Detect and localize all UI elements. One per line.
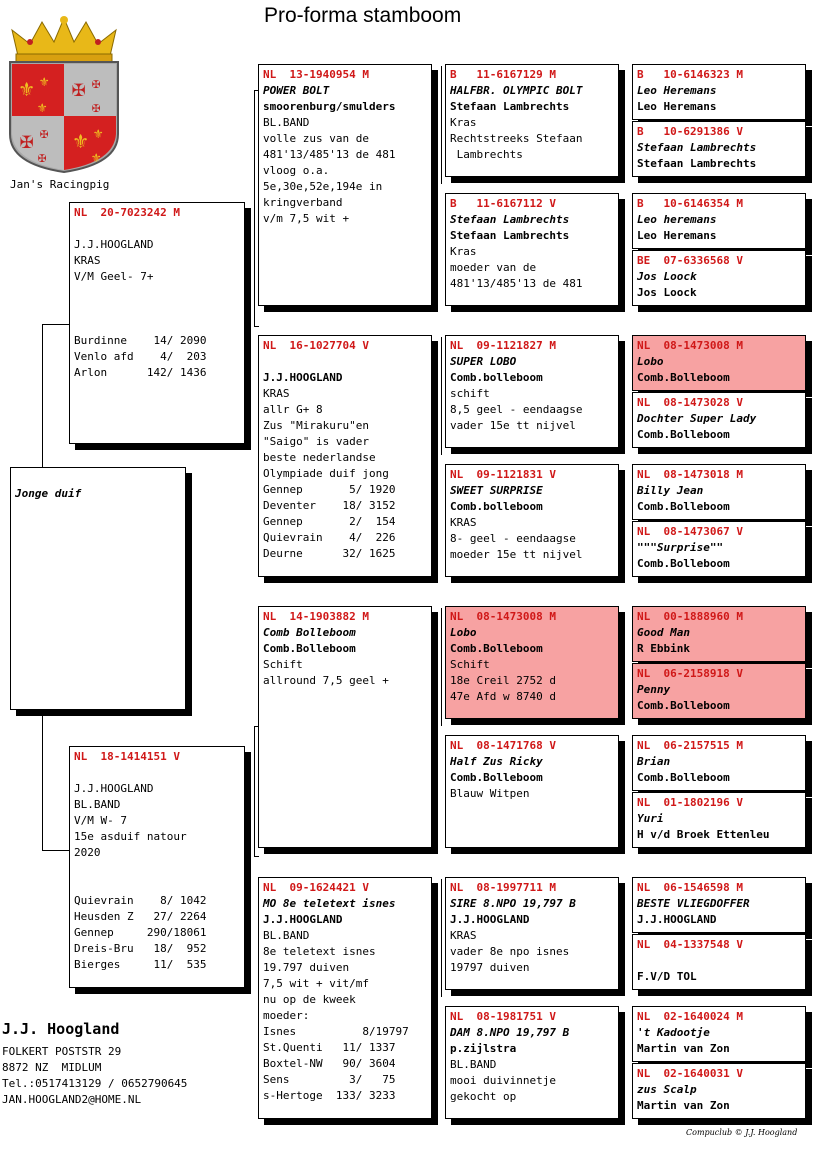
pigeon-name: Comb Bolleboom — [263, 626, 356, 639]
father-info-line: Venlo afd 4/ 203 — [74, 350, 207, 363]
info-line: 481'13/485'13 de 481 — [263, 148, 396, 161]
great-grandparent-box[interactable] — [632, 464, 806, 520]
info-line: allr G+ 8 — [263, 403, 323, 416]
breeder-name: Jos Loock — [637, 286, 697, 299]
page-title: Pro-forma stamboom — [264, 4, 462, 27]
father-ring: NL 20-7023242 M — [74, 206, 180, 219]
svg-text:⚜: ⚜ — [20, 77, 34, 102]
pigeon-name: HALFBR. OLYMPIC BOLT — [450, 84, 583, 97]
breeder-name: R Ebbink — [637, 642, 690, 655]
info-line: Deurne 32/ 1625 — [263, 547, 396, 560]
ring-number: B 10-6146323 M — [637, 68, 743, 81]
ring-number: NL 02-1640024 M — [637, 1010, 743, 1023]
svg-text:⚜: ⚜ — [38, 100, 47, 116]
mother-info-line: Quievrain 8/ 1042 — [74, 894, 207, 907]
grandparent-pigeon-box[interactable] — [445, 464, 619, 577]
info-line: Olympiade duif jong — [263, 467, 389, 480]
svg-text:⚜: ⚜ — [40, 74, 49, 90]
pigeon-name: BESTE VLIEGDOFFER — [637, 897, 750, 910]
pigeon-name: Lobo — [637, 355, 664, 368]
info-line: KRAS — [450, 929, 477, 942]
grandparent-pigeon-box[interactable] — [445, 193, 619, 306]
breeder-name: Comb.Bolleboom — [450, 771, 543, 784]
pigeon-name: 't Kadootje — [637, 1026, 710, 1039]
ring-number: NL 08-1473067 V — [637, 525, 743, 538]
ring-number: B 11-6167129 M — [450, 68, 556, 81]
info-line: Lambrechts — [450, 148, 523, 161]
info-line: 8e teletext isnes — [263, 945, 376, 958]
breeder-name: Stefaan Lambrechts — [450, 100, 570, 113]
logo-caption: Jan's Racingpig — [10, 178, 110, 191]
breeder-name: Comb.bolleboom — [450, 500, 543, 513]
svg-text:✠: ✠ — [72, 77, 86, 102]
ring-number: NL 16-1027704 V — [263, 339, 369, 352]
info-line: nu op de kweek — [263, 993, 356, 1006]
grandparent-pigeon-box[interactable] — [445, 735, 619, 848]
crest-logo — [8, 14, 120, 178]
info-line: 18e Creil 2752 d — [450, 674, 556, 687]
parent-pigeon-box[interactable] — [258, 606, 432, 848]
parent-pigeon-box[interactable] — [258, 335, 432, 577]
pigeon-name: Leo heremans — [637, 213, 717, 226]
svg-text:✠: ✠ — [40, 126, 49, 142]
info-line: Quievrain 4/ 226 — [263, 531, 396, 544]
father-info-line: Burdinne 14/ 2090 — [74, 334, 207, 347]
info-line: "Saigo" is vader — [263, 435, 369, 448]
ring-number: NL 08-1981751 V — [450, 1010, 556, 1023]
breeder-name: p.zijlstra — [450, 1042, 517, 1055]
pigeon-name: Jos Loock — [637, 270, 697, 283]
info-line: Blauw Witpen — [450, 787, 530, 800]
mother-info-line: J.J.HOOGLAND — [74, 782, 154, 795]
pigeon-name: Dochter Super Lady — [637, 412, 757, 425]
ring-number: NL 06-2157515 M — [637, 739, 743, 752]
pigeon-name: Stefaan Lambrechts — [637, 141, 757, 154]
pigeon-name: Half Zus Ricky — [450, 755, 543, 768]
info-line: beste nederlandse — [263, 451, 376, 464]
info-line: Schift — [450, 658, 490, 671]
breeder-name: Stefaan Lambrechts — [450, 229, 570, 242]
info-line: Boxtel-NW 90/ 3604 — [263, 1057, 396, 1070]
owner-address-line: JAN.HOOGLAND2@HOME.NL — [2, 1093, 142, 1106]
father-info-line: V/M Geel- 7+ — [74, 270, 154, 283]
info-line: v/m 7,5 wit + — [263, 212, 350, 225]
pigeon-name: Brian — [637, 755, 671, 768]
owner-name: J.J. Hoogland — [2, 1020, 120, 1038]
great-grandparent-box[interactable] — [632, 606, 806, 662]
ring-number: B 11-6167112 V — [450, 197, 556, 210]
info-line: moeder: — [263, 1009, 310, 1022]
ring-number: NL 08-1471768 V — [450, 739, 556, 752]
subject-box[interactable] — [10, 467, 186, 710]
great-grandparent-box[interactable] — [632, 663, 806, 719]
pigeon-name: SIRE 8.NPO 19,797 B — [450, 897, 576, 910]
info-line: Rechtstreeks Stefaan — [450, 132, 583, 145]
ring-number: NL 09-1624421 V — [263, 881, 369, 894]
info-line: mooi duivinnetje — [450, 1074, 556, 1087]
father-info-line: J.J.HOOGLAND — [74, 238, 154, 251]
ring-number: NL 13-1940954 M — [263, 68, 369, 81]
breeder-name: smoorenburg/smulders — [263, 100, 396, 113]
svg-text:✠: ✠ — [38, 150, 47, 166]
info-line: gekocht op — [450, 1090, 517, 1103]
info-line: moeder van de — [450, 261, 537, 274]
pigeon-name: Penny — [637, 683, 671, 696]
info-line: Sens 3/ 75 — [263, 1073, 396, 1086]
ring-number: NL 02-1640031 V — [637, 1067, 743, 1080]
ring-number: NL 14-1903882 M — [263, 610, 369, 623]
ring-number: NL 00-1888960 M — [637, 610, 743, 623]
grandparent-pigeon-box[interactable] — [445, 1006, 619, 1119]
breeder-name: J.J.HOOGLAND — [263, 371, 343, 384]
father-info-line — [74, 301, 240, 317]
ring-number: NL 09-1121827 M — [450, 339, 556, 352]
grandparent-pigeon-box[interactable] — [445, 335, 619, 448]
ring-number: NL 08-1473018 M — [637, 468, 743, 481]
info-line: BL.BAND — [263, 929, 310, 942]
pigeon-name: SUPER LOBO — [450, 355, 517, 368]
mother-info-line: Bierges 11/ 535 — [74, 958, 207, 971]
mother-info-line: 15e asduif natour — [74, 830, 187, 843]
ring-number: BE 07-6336568 V — [637, 254, 743, 267]
ring-number: NL 01-1802196 V — [637, 796, 743, 809]
father-info-line: Arlon 142/ 1436 — [74, 366, 207, 379]
breeder-name: Comb.Bolleboom — [637, 371, 730, 384]
great-grandparent-box[interactable] — [632, 392, 806, 448]
info-line: schift — [450, 387, 490, 400]
svg-text:⚜: ⚜ — [74, 129, 88, 154]
breeder-name: Comb.Bolleboom — [263, 642, 356, 655]
svg-text:⚜: ⚜ — [94, 126, 103, 142]
pigeon-name — [263, 354, 427, 370]
info-line: vloog o.a. — [263, 164, 330, 177]
pigeon-name: Leo Heremans — [637, 84, 717, 97]
breeder-name: Comb.Bolleboom — [637, 699, 730, 712]
info-line: St.Quenti 11/ 1337 — [263, 1041, 396, 1054]
info-line: 47e Afd w 8740 d — [450, 690, 556, 703]
breeder-name: Stefaan Lambrechts — [637, 157, 757, 170]
great-grandparent-box[interactable] — [632, 521, 806, 577]
mother-info-line: V/M W- 7 — [74, 814, 127, 827]
info-line: 19797 duiven — [450, 961, 530, 974]
great-grandparent-box[interactable] — [632, 1063, 806, 1119]
ring-number: NL 08-1997711 M — [450, 881, 556, 894]
info-line: 7,5 wit + vit/mf — [263, 977, 369, 990]
info-line: 481'13/485'13 de 481 — [450, 277, 583, 290]
breeder-name: Martin van Zon — [637, 1099, 730, 1112]
parent-pigeon-box[interactable] — [258, 64, 432, 306]
grandparent-pigeon-box[interactable] — [445, 877, 619, 990]
great-grandparent-box[interactable] — [632, 735, 806, 791]
info-line: s-Hertoge 133/ 3233 — [263, 1089, 396, 1102]
ring-number: NL 06-1546598 M — [637, 881, 743, 894]
info-line: moeder 15e tt nijvel — [450, 548, 583, 561]
info-line: Deventer 18/ 3152 — [263, 499, 396, 512]
mother-info-line — [74, 861, 240, 877]
copyright: Compuclub © J.J. Hoogland — [686, 1128, 798, 1137]
mother-info-line: 2020 — [74, 846, 101, 859]
breeder-name: Comb.Bolleboom — [450, 642, 543, 655]
info-line: BL.BAND — [263, 116, 310, 129]
info-line: volle zus van de — [263, 132, 369, 145]
info-line: Gennep 2/ 154 — [263, 515, 396, 528]
pigeon-name: """Surprise"" — [637, 541, 724, 554]
pigeon-name: MO 8e teletext isnes — [263, 897, 396, 910]
info-line: Zus "Mirakuru"en — [263, 419, 369, 432]
grandparent-pigeon-box[interactable] — [445, 606, 619, 719]
ring-number: NL 09-1121831 V — [450, 468, 556, 481]
pigeon-name: zus Scalp — [637, 1083, 697, 1096]
info-line: KRAS — [450, 516, 477, 529]
father-info-line: KRAS — [74, 254, 101, 267]
breeder-name: Leo Heremans — [637, 229, 717, 242]
info-line: 19.797 duiven — [263, 961, 350, 974]
breeder-name: Martin van Zon — [637, 1042, 730, 1055]
ring-number: B 10-6146354 M — [637, 197, 743, 210]
owner-address-line: 8872 NZ MIDLUM — [2, 1061, 102, 1074]
great-grandparent-box[interactable] — [632, 934, 806, 990]
breeder-name: Comb.Bolleboom — [637, 771, 730, 784]
great-grandparent-box[interactable] — [632, 792, 806, 848]
mother-ring: NL 18-1414151 V — [74, 750, 180, 763]
owner-address-line: Tel.:0517413129 / 0652790645 — [2, 1077, 188, 1090]
svg-text:⚜: ⚜ — [92, 150, 101, 166]
info-line: Isnes 8/19797 — [263, 1025, 409, 1038]
pigeon-name: DAM 8.NPO 19,797 B — [450, 1026, 570, 1039]
pigeon-name: POWER BOLT — [263, 84, 330, 97]
ring-number: NL 06-2158918 V — [637, 667, 743, 680]
breeder-name: J.J.HOOGLAND — [637, 913, 717, 926]
info-line: vader 8e npo isnes — [450, 945, 570, 958]
great-grandparent-box[interactable] — [632, 877, 806, 933]
breeder-name: Leo Heremans — [637, 100, 717, 113]
owner-address-line: FOLKERT POSTSTR 29 — [2, 1045, 122, 1058]
owner-address — [2, 1044, 187, 1108]
info-line: 8,5 geel - eendaagse — [450, 403, 583, 416]
great-grandparent-box[interactable] — [632, 193, 806, 249]
info-line: Gennep 5/ 1920 — [263, 483, 396, 496]
ring-number: NL 08-1473028 V — [637, 396, 743, 409]
great-grandparent-box[interactable] — [632, 335, 806, 391]
great-grandparent-box[interactable] — [632, 250, 806, 306]
mother-box[interactable] — [69, 746, 245, 988]
info-line: Kras — [450, 245, 477, 258]
pigeon-name: Stefaan Lambrechts — [450, 213, 570, 226]
info-line: allround 7,5 geel + — [263, 674, 389, 687]
info-line: 8- geel - eendaagse — [450, 532, 576, 545]
pigeon-name: SWEET SURPRISE — [450, 484, 543, 497]
breeder-name: Comb.bolleboom — [450, 371, 543, 384]
subject-name: Jonge duif — [15, 487, 82, 500]
breeder-name: F.V/D TOL — [637, 970, 697, 983]
parent-pigeon-box[interactable] — [258, 877, 432, 1119]
mother-info-line — [74, 765, 240, 781]
great-grandparent-box[interactable] — [632, 121, 806, 177]
mother-info-line: BL.BAND — [74, 798, 121, 811]
mother-info-line — [74, 877, 240, 893]
ring-number: NL 04-1337548 V — [637, 938, 743, 951]
mother-info-line: Gennep 290/18061 — [74, 926, 207, 939]
info-line: 5e,30e,52e,194e in — [263, 180, 383, 193]
pigeon-name: Good Man — [637, 626, 690, 639]
great-grandparent-box[interactable] — [632, 64, 806, 120]
mother-info-line: Heusden Z 27/ 2264 — [74, 910, 207, 923]
pigeon-name: Yuri — [637, 812, 664, 825]
father-box[interactable] — [69, 202, 245, 444]
breeder-name: J.J.HOOGLAND — [263, 913, 343, 926]
breeder-name: H v/d Broek Ettenleu — [637, 828, 770, 841]
father-info-line — [74, 221, 240, 237]
svg-text:✠: ✠ — [92, 100, 101, 116]
info-line: Schift — [263, 658, 303, 671]
pigeon-name: Lobo — [450, 626, 477, 639]
father-info-line — [74, 317, 240, 333]
info-line: vader 15e tt nijvel — [450, 419, 576, 432]
breeder-name: Comb.Bolleboom — [637, 428, 730, 441]
grandparent-pigeon-box[interactable] — [445, 64, 619, 177]
ring-number: NL 08-1473008 M — [637, 339, 743, 352]
mother-info-line: Dreis-Bru 18/ 952 — [74, 942, 207, 955]
breeder-name: Comb.Bolleboom — [637, 500, 730, 513]
info-line: BL.BAND — [450, 1058, 497, 1071]
info-line: KRAS — [263, 387, 290, 400]
ring-number: B 10-6291386 V — [637, 125, 743, 138]
pigeon-name: Billy Jean — [637, 484, 704, 497]
breeder-name: Comb.Bolleboom — [637, 557, 730, 570]
svg-text:✠: ✠ — [92, 76, 101, 92]
svg-text:✠: ✠ — [20, 129, 34, 154]
info-line: kringverband — [263, 196, 343, 209]
father-info-line — [74, 285, 240, 301]
ring-number: NL 08-1473008 M — [450, 610, 556, 623]
great-grandparent-box[interactable] — [632, 1006, 806, 1062]
breeder-name: J.J.HOOGLAND — [450, 913, 530, 926]
info-line: Kras — [450, 116, 477, 129]
pigeon-name — [637, 953, 801, 969]
